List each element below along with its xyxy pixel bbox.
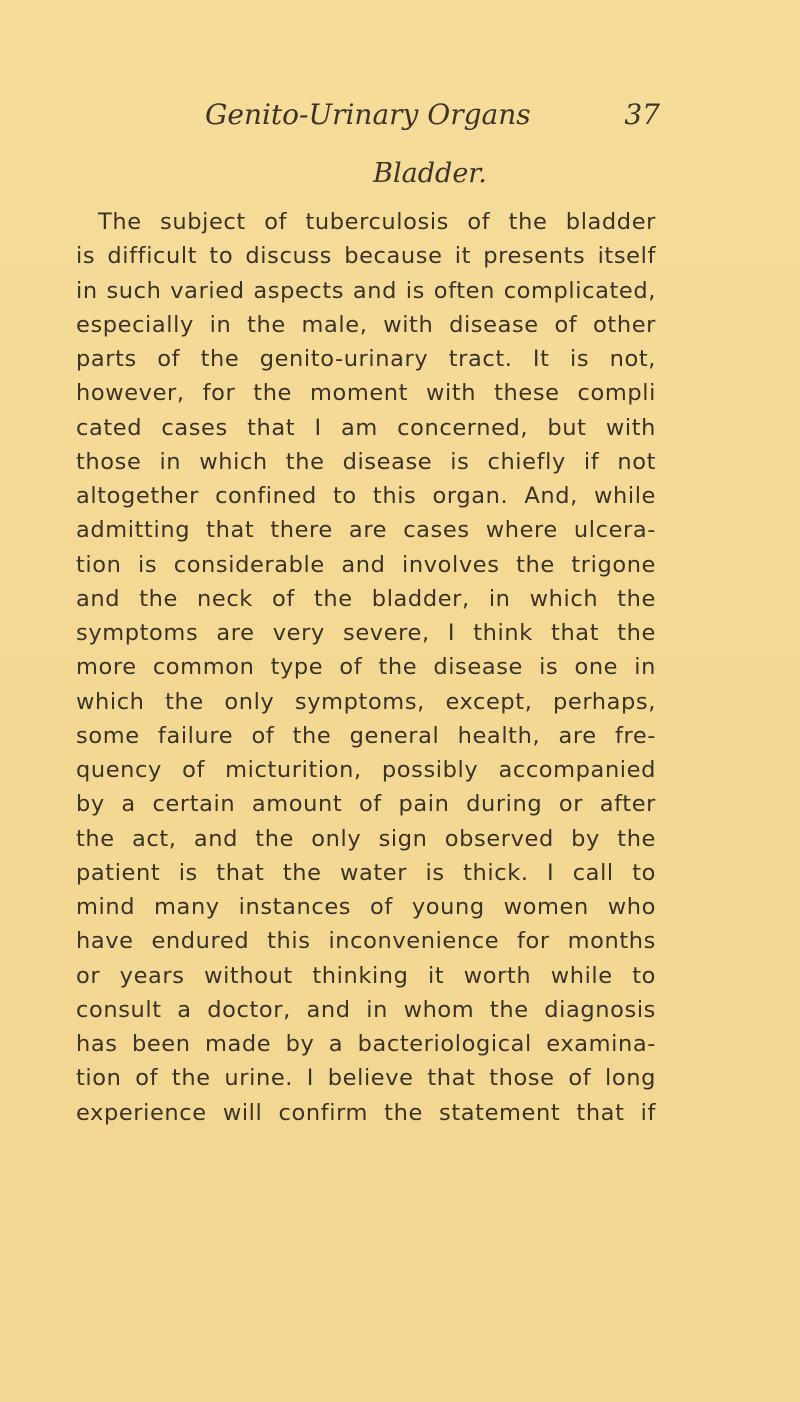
text-line: experience will confirm the statement that if [76,1099,656,1126]
text-line: in such varied aspects and is often complicated, [76,277,656,304]
text-line: symptoms are very severe, I think that the [76,620,656,646]
text-line: The subject of tuberculosis of the bladder [98,209,656,235]
body-paragraph [76,205,656,1130]
text-line: especially in the male, with disease of other [76,311,656,338]
text-line: altogether confined to this organ. And, while [76,483,656,509]
text-line: have endured this inconvenience for months [76,928,656,955]
text-line: cated cases that I am concerned, but with [76,414,656,441]
text-line: consult a doctor, and in whom the diagnosis [76,996,656,1023]
text-line: the act, and the only sign observed by the [76,825,656,852]
text-line: patient is that the water is thick. I call to [76,859,656,886]
text-line: those in which the disease is chiefly if not [76,448,656,475]
text-line: has been made by a bacteriological examina- [76,1031,656,1057]
text-line: parts of the genito-urinary tract. It is not, [76,346,656,372]
text-line: or years without thinking it worth while to [76,962,656,989]
text-line: tion of the urine. I believe that those of long [76,1065,656,1092]
text-line: and the neck of the bladder, in which the [76,585,656,612]
page-number: 37 [624,98,660,131]
text-line: which the only symptoms, except, perhaps, [76,688,656,715]
section-heading: Bladder. [373,158,487,189]
text-line: by a certain amount of pain during or after [76,791,656,818]
text-line: however, for the moment with these compli [76,380,656,407]
text-line: mind many instances of young women who [76,894,656,920]
running-head [205,98,660,138]
text-line: more common type of the disease is one in [76,654,656,681]
text-line: is difficult to discuss because it presents itself [76,243,656,270]
running-title: Genito-Urinary Organs [205,98,531,131]
text-line: some failure of the general health, are fre- [76,722,656,749]
text-line: admitting that there are cases where ulcera- [76,517,656,544]
text-line: tion is considerable and involves the trigone [76,551,656,578]
text-line: quency of micturition, possibly accompanied [76,757,656,783]
